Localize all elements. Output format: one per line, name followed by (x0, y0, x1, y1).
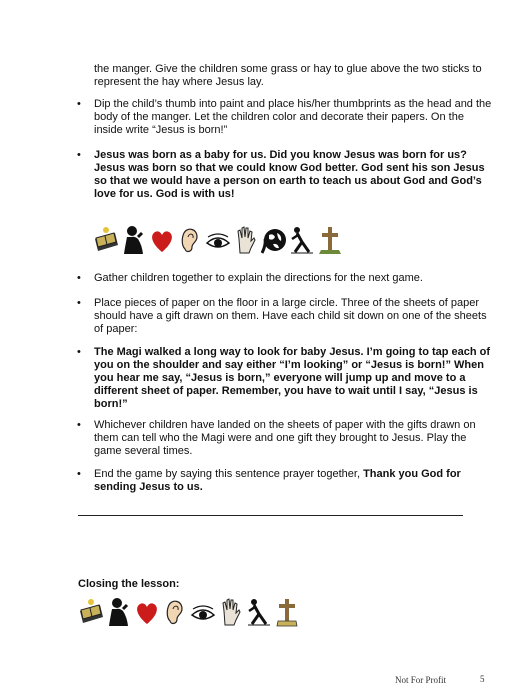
instruction-thumbprint: Dip the child’s thumb into paint and place his/her thumbprints as the head and the body of the manger. Let the children color and decorate their papers. On the inside write “Jesus is born!” (94, 98, 492, 136)
instruction-gather: Gather children together to explain the directions for the next game. (94, 272, 423, 284)
stretching-figure-icon (289, 225, 315, 255)
instruction-end-game (94, 468, 494, 494)
bullet-marker: • (77, 419, 81, 431)
closing-heading: Closing the lesson: (78, 578, 180, 590)
bullet-marker: • (77, 98, 81, 110)
ear-icon (177, 225, 203, 255)
hand-icon (218, 597, 244, 627)
bible-icon (93, 225, 119, 255)
praying-child-icon (106, 597, 132, 627)
footer-label: Not For Profit (395, 675, 447, 685)
cross-icon (274, 597, 300, 627)
eye-icon (190, 597, 216, 627)
hand-icon (233, 225, 259, 255)
section-divider (78, 515, 463, 516)
game-script-magi: The Magi walked a long way to look for baby Jesus. I’m going to tap each of you on the shoulder and say either “I’m looking” or “Jesus is born!” When you hear me say, “Jesus is born,” everyone will jump up and move to a different sheet of paper. Remember, you have to wait until I say, “Jesus is born!” (94, 346, 491, 410)
heart-icon (134, 597, 160, 627)
bullet-marker: • (77, 297, 81, 309)
stretching-figure-icon (246, 597, 272, 627)
instruction-tell-magi: Whichever children have landed on the sheets of paper with the gifts drawn on them can tell who the Magi were and one gift they brought to Jesus. Play the game several times. (94, 419, 476, 457)
page-number: 5 (480, 674, 485, 684)
sentence-prayer: Thank you God for sending Jesus to us. (94, 468, 461, 493)
cross-icon (317, 225, 343, 255)
bullet-marker: • (77, 272, 81, 284)
instruction-place-paper: Place pieces of paper on the floor in a large circle. Three of the sheets of paper should have a gift drawn on them. Have each child sit down on one of the sheets of paper: (94, 297, 487, 335)
bullet-marker: • (77, 346, 81, 358)
icon-row-2 (78, 597, 300, 627)
ear-icon (162, 597, 188, 627)
icon-row-1 (93, 225, 343, 255)
praying-child-icon (121, 225, 147, 255)
bullet-marker: • (77, 149, 81, 161)
globe-icon (261, 225, 287, 255)
bible-icon (78, 597, 104, 627)
eye-icon (205, 225, 231, 255)
talking-point-jesus-born: Jesus was born as a baby for us. Did you know Jesus was born for us? Jesus was born so that we could know God better. God sent his son Jesus so that we would have a person on earth to teach us about God and God’s love for us. God is with us! (94, 149, 485, 200)
bullet-marker: • (77, 468, 81, 480)
heart-icon (149, 225, 175, 255)
prayer-intro: End the game by saying this sentence prayer together, (94, 468, 364, 480)
intro-continuation: the manger. Give the children some grass or hay to glue above the two sticks to represent the hay where Jesus lay. (94, 63, 482, 88)
